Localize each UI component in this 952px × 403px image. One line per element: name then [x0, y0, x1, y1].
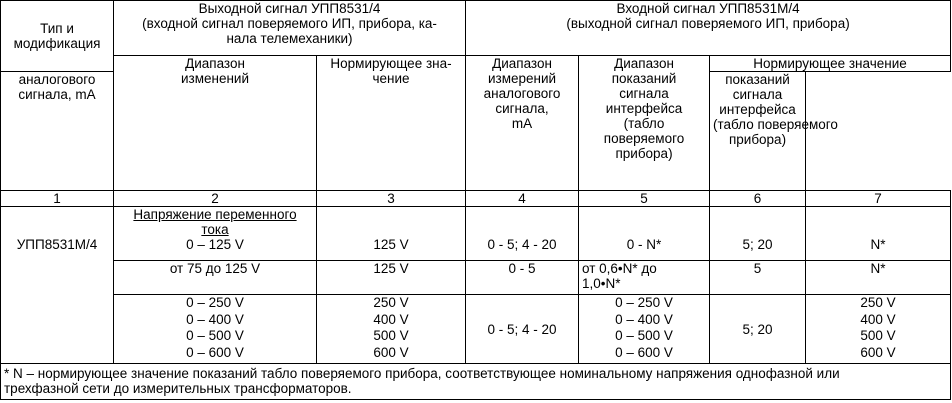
table-row: [1, 207, 951, 261]
display-value: 1,0•N*: [582, 276, 621, 291]
header-text: прибора): [615, 146, 673, 161]
device-type: [1, 207, 114, 364]
header-text: прибора): [728, 132, 787, 147]
norm-value: 500 V: [373, 328, 409, 343]
display-norm-value: 600 V: [860, 344, 896, 360]
norm-cell: [317, 295, 466, 364]
display-value: 0 – 250 V: [615, 295, 673, 310]
column-number: 3: [317, 191, 466, 207]
footnote-row: [1, 364, 951, 400]
norm-value: 250 V: [373, 295, 409, 310]
header-text: (табло: [623, 116, 665, 131]
measure-cell: 0 - 5; 4 - 20: [466, 295, 579, 364]
header-display-norm: [710, 72, 838, 191]
header-text: интерфейса: [605, 101, 683, 116]
display-cell: [579, 261, 710, 295]
display-value: 0 – 600 V: [615, 344, 673, 360]
column-number: 2: [114, 191, 317, 207]
device-type-text: УПП8531М/4: [16, 237, 98, 252]
range-cell: от 75 до 125 V: [114, 261, 317, 295]
header-range: [114, 56, 317, 191]
header-text: Диапазон: [492, 56, 552, 71]
header-text: сигнала,: [495, 101, 549, 116]
header-text: Тип и: [40, 21, 74, 36]
norm-cell: 125 V: [317, 261, 466, 295]
header-text: Диапазон: [185, 56, 245, 71]
norm-value: 600 V: [373, 344, 409, 360]
section-heading: Напряжение переменного: [133, 207, 297, 222]
header-type: [1, 1, 114, 72]
header-text: аналогового: [483, 86, 561, 101]
column-number: 1: [1, 191, 114, 207]
header-text: сигнала: [732, 87, 783, 102]
display-norm-cell: N*: [806, 207, 951, 261]
header-norm-value: [317, 56, 466, 191]
header-text: Нормирующее зна-: [330, 56, 452, 71]
header-text: Выходной сигнал УПП8531/4: [198, 1, 381, 16]
range-value: 0 – 500 V: [186, 328, 244, 343]
footnote-text: * N – нормирующее значение показаний табло поверяемого прибора, соответствующее номинальному напряжения однофазной или: [4, 366, 840, 381]
header-text: чение: [372, 71, 410, 86]
table-row: [1, 261, 951, 295]
display-value: 0 – 500 V: [615, 328, 673, 343]
header-text: mA: [511, 116, 533, 131]
header-text: измерений: [487, 71, 557, 86]
display-norm-value: 400 V: [860, 311, 896, 327]
column-number: 6: [710, 191, 806, 207]
norm-value: 400 V: [373, 311, 409, 327]
header-text: сигнала, mA: [18, 87, 96, 102]
header-text: (табло поверяемого: [713, 117, 838, 132]
analog-norm-cell: 5; 20: [710, 207, 806, 261]
range-value: 0 – 400 V: [186, 311, 244, 327]
analog-norm-cell: 5: [710, 261, 806, 295]
header-text: показаний: [725, 72, 790, 87]
header-text: Диапазон: [614, 56, 674, 71]
display-cell: [579, 295, 710, 364]
footnote-text: трехфазной сети до измерительных трансформаторов.: [4, 381, 352, 396]
measure-cell: 0 - 5: [466, 261, 579, 295]
header-input-signal: [466, 1, 951, 56]
range-value: 0 – 250 V: [186, 295, 244, 310]
column-numbers-row: [1, 191, 951, 207]
header-text: (выходной сигнал поверяемого ИП, прибора): [566, 16, 850, 31]
header-text: аналогового: [18, 72, 96, 87]
header-text: интерфейса: [719, 102, 796, 117]
display-norm-value: 250 V: [860, 295, 896, 310]
display-norm-cell: N*: [806, 261, 951, 295]
header-measure-range: [466, 56, 579, 191]
range-value: 0 – 125 V: [186, 237, 244, 252]
display-value: 0 – 400 V: [615, 311, 673, 327]
norm-cell: 125 V: [317, 207, 466, 261]
header-text: (входной сигнал поверяемого ИП, прибора, ка-: [142, 16, 437, 31]
measure-cell: 0 - 5; 4 - 20: [466, 207, 579, 261]
header-text: Входной сигнал УПП8531М/4: [616, 1, 800, 16]
range-value: 0 – 600 V: [186, 344, 244, 360]
header-display-range: [579, 56, 710, 191]
display-norm-value: 500 V: [860, 328, 896, 343]
analog-norm-cell: 5; 20: [710, 295, 806, 364]
header-text: сигнала: [619, 86, 669, 101]
display-cell: 0 - N*: [579, 207, 710, 261]
header-output-signal: [114, 1, 466, 56]
header-text: модификация: [13, 36, 101, 51]
footnote: [1, 364, 951, 400]
column-number: 7: [806, 191, 951, 207]
display-value: от 0,6•N* до: [582, 261, 657, 276]
header-analog-norm: [1, 72, 114, 191]
table-row: [1, 295, 951, 364]
header-text: нала телемеханики): [226, 31, 353, 46]
display-norm-cell: [806, 295, 951, 364]
range-cell: [114, 295, 317, 364]
header-text: поверяемого: [603, 131, 685, 146]
column-number: 4: [466, 191, 579, 207]
section-heading: тока: [201, 222, 229, 237]
range-cell: [114, 207, 317, 261]
header-norm-group: Нормирующее значение: [710, 56, 951, 72]
header-text: показаний: [611, 71, 677, 86]
header-text: изменений: [180, 71, 250, 86]
column-number: 5: [579, 191, 710, 207]
